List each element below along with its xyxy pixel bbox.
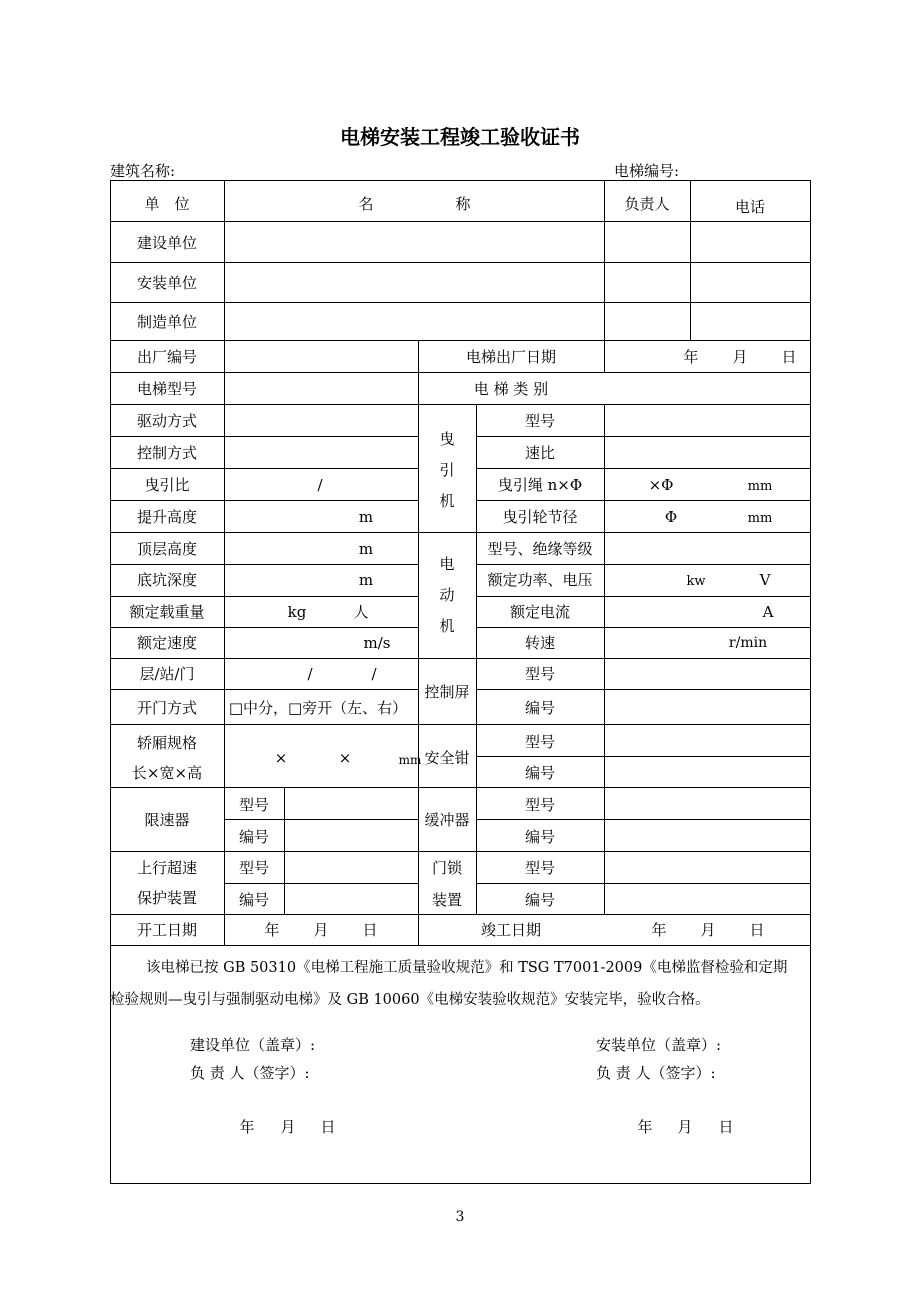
owner-date-day: 日	[320, 1118, 336, 1136]
control-label: 控制方式	[136, 444, 198, 462]
pit-depth-unit: m	[358, 571, 374, 589]
speed-ratio-label: 速比	[524, 444, 556, 462]
col-name-1: 名	[358, 195, 374, 213]
exit-date-label: 电梯出厂日期	[465, 348, 557, 366]
sheave-value: Φ	[664, 508, 678, 526]
motor-power-v: V	[759, 571, 771, 589]
top-height-label: 顶层高度	[136, 540, 198, 558]
category-label: 电 梯 类 别	[473, 380, 549, 398]
lift-height-label: 提升高度	[136, 508, 198, 526]
car-spec-label-2: 长×宽×高	[131, 764, 203, 782]
exit-date-year: 年	[683, 348, 699, 366]
car-spec-unit: mm	[398, 753, 422, 767]
page-title: 电梯安装工程竣工验收证书	[340, 125, 580, 149]
motor-char-1: 电	[439, 555, 455, 573]
motor-power-kw: kw	[686, 574, 706, 589]
upspeed-number: 编号	[238, 891, 270, 909]
col-name-2: 称	[455, 195, 471, 213]
door-lock-number: 编号	[524, 891, 556, 909]
door-lock-label-2: 装置	[431, 891, 463, 909]
door-lock-label-1: 门锁	[431, 859, 463, 877]
buffer-label: 缓冲器	[424, 811, 470, 829]
load-unit-kg: kg	[287, 603, 307, 621]
speed-label: 额定速度	[136, 634, 198, 652]
sheave-unit: mm	[747, 511, 773, 526]
motor-current-label: 额定电流	[509, 603, 571, 621]
motor-type-label: 型号、绝缘等级	[487, 540, 593, 558]
building-name-label: 建筑名称:	[110, 162, 176, 180]
finish-date-day: 日	[749, 921, 765, 939]
col-phone: 电话	[734, 198, 766, 216]
start-date-month: 月	[313, 921, 329, 939]
finish-date-year: 年	[651, 921, 667, 939]
governor-number: 编号	[238, 828, 270, 846]
door-mode-label: 开门方式	[136, 699, 198, 717]
installer-date-day: 日	[718, 1118, 734, 1136]
control-panel-type: 型号	[524, 665, 556, 683]
col-person: 负责人	[624, 195, 670, 213]
car-spec-x2: ×	[338, 749, 352, 767]
elevator-no-label: 电梯编号:	[614, 162, 680, 180]
exit-date-day: 日	[781, 348, 797, 366]
traction-machine-char-2: 引	[439, 461, 455, 479]
motor-power-label: 额定功率、电压	[487, 571, 593, 589]
pit-depth-label: 底坑深度	[136, 571, 198, 589]
factory-no-label: 出厂编号	[136, 348, 198, 366]
drive-label: 驱动方式	[136, 412, 198, 430]
model-label: 电梯型号	[136, 380, 198, 398]
traction-ratio-label: 曳引比	[144, 476, 190, 494]
safety-gear-number: 编号	[524, 764, 556, 782]
exit-date-month: 月	[732, 348, 748, 366]
installer-date-month: 月	[677, 1118, 693, 1136]
upspeed-label-2: 保护装置	[136, 889, 198, 907]
rope-unit: mm	[747, 479, 773, 494]
traction-machine-char-3: 机	[439, 492, 455, 510]
finish-date-label: 竣工日期	[480, 921, 542, 939]
floors-sep-1: /	[307, 665, 313, 683]
installer-person: 负 责 人（签字）:	[596, 1064, 716, 1082]
load-unit-person: 人	[353, 603, 369, 621]
buffer-type: 型号	[524, 796, 556, 814]
finish-date-month: 月	[700, 921, 716, 939]
door-lock-type: 型号	[524, 859, 556, 877]
owner-date-year: 年	[239, 1118, 255, 1136]
row-manufacturer: 制造单位	[136, 313, 198, 331]
page-number: 3	[455, 1209, 465, 1225]
col-unit: 单 位	[144, 195, 190, 213]
sheave-label: 曳引轮节径	[502, 508, 578, 526]
start-date-label: 开工日期	[136, 921, 198, 939]
motor-char-2: 动	[439, 586, 455, 604]
load-label: 额定载重量	[129, 603, 205, 621]
statement-line-2: 检验规则—曳引与强制驱动电梯》及 GB 10060《电梯安装验收规范》安装完毕，验收合格。	[110, 992, 710, 1008]
floors-label: 层/站/门	[139, 665, 195, 683]
motor-char-3: 机	[439, 617, 455, 635]
floors-sep-2: /	[371, 665, 377, 683]
traction-machine-char-1: 曳	[439, 430, 455, 448]
start-date-day: 日	[362, 921, 378, 939]
motor-rpm-unit: r/min	[728, 635, 768, 651]
top-height-unit: m	[358, 540, 374, 558]
owner-seal: 建设单位（盖章）:	[190, 1036, 316, 1054]
upspeed-type: 型号	[238, 859, 270, 877]
owner-date-month: 月	[280, 1118, 296, 1136]
buffer-number: 编号	[524, 828, 556, 846]
control-panel-label: 控制屏	[424, 683, 470, 701]
start-date-year: 年	[264, 921, 280, 939]
traction-ratio-value: /	[317, 476, 323, 494]
motor-rpm-label: 转速	[524, 634, 556, 652]
speed-unit: m/s	[363, 634, 391, 652]
row-owner: 建设单位	[136, 234, 198, 252]
safety-gear-label: 安全钳	[424, 749, 470, 767]
motor-current-unit: A	[762, 603, 774, 621]
governor-type: 型号	[238, 796, 270, 814]
door-mode-value: □中分，□旁开（左、右）	[228, 699, 408, 717]
governor-label: 限速器	[144, 811, 190, 829]
installer-seal: 安装单位（盖章）:	[596, 1036, 722, 1054]
upspeed-label-1: 上行超速	[136, 859, 198, 877]
installer-date-year: 年	[637, 1118, 653, 1136]
car-spec-x1: ×	[274, 749, 288, 767]
owner-person: 负 责 人（签字）:	[190, 1064, 310, 1082]
lift-height-unit: m	[358, 508, 374, 526]
rope-value: ×Φ	[648, 476, 674, 494]
car-spec-label-1: 轿厢规格	[136, 734, 198, 752]
row-installer: 安装单位	[136, 274, 198, 292]
safety-gear-type: 型号	[524, 733, 556, 751]
control-panel-number: 编号	[524, 699, 556, 717]
statement-line-1: 该电梯已按 GB 50310《电梯工程施工质量验收规范》和 TSG T7001-2009《电梯监督检验和定期	[146, 960, 788, 976]
traction-type: 型号	[524, 412, 556, 430]
rope-label: 曳引绳 n×Φ	[497, 476, 583, 494]
